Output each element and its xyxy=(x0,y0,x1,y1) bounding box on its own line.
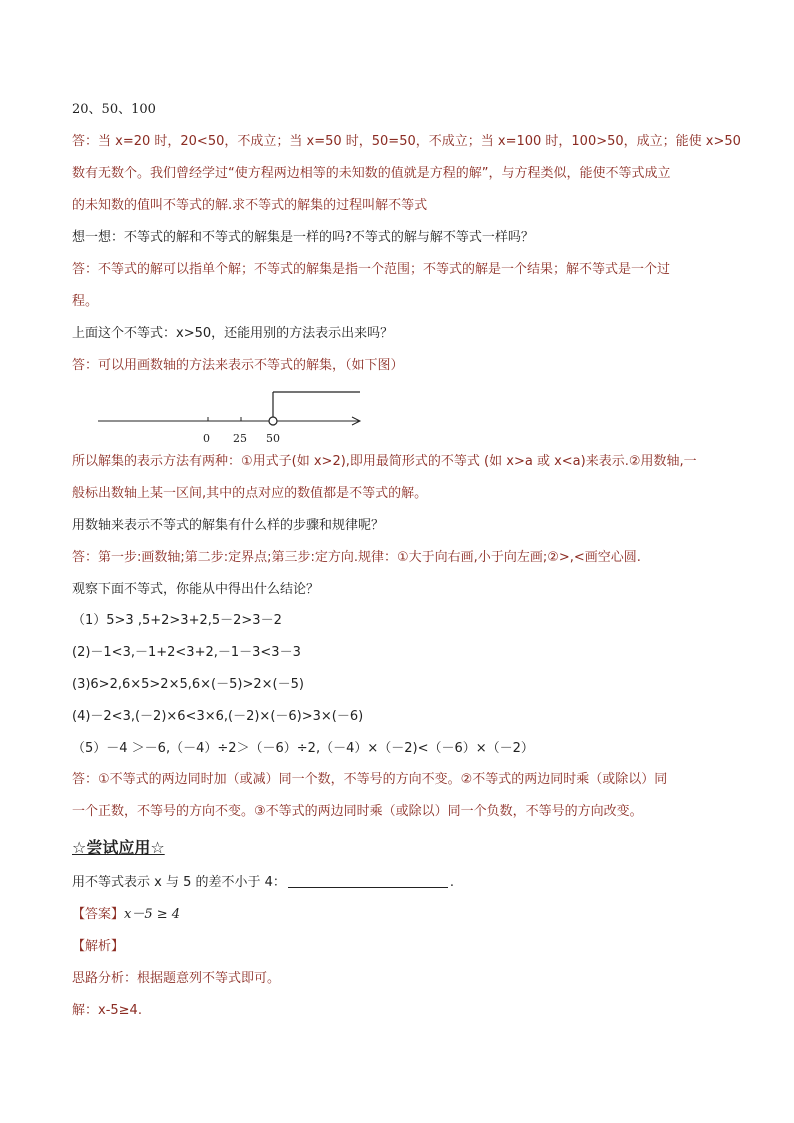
text-line-answer-5: 程。 xyxy=(72,294,99,309)
text-line-answer-4: 答：不等式的解可以指单个解；不等式的解集是指一个范围；不等式的解是一个结果；解不等式是一个过 xyxy=(72,262,671,277)
text-line-think: 想一想：不等式的解和不等式的解集是一样的吗?不等式的解与解不等式一样吗？ xyxy=(72,230,534,245)
text-line-values: 20、50、100 xyxy=(72,102,156,117)
open-circle-boundary xyxy=(269,417,277,425)
exercise-question xyxy=(72,873,454,893)
example-3: (3)6>2,6×5>2×5,6×(－5)>2×(－5) xyxy=(72,677,304,692)
text-line-answer-3: 的未知数的值叫不等式的解.求不等式的解集的过程叫解不等式 xyxy=(72,198,428,213)
text-line-observe: 观察下面不等式，你能从中得出什么结论？ xyxy=(72,582,320,597)
text-line-answer-2: 数有无数个。我们曾经学过“使方程两边相等的未知数的值就是方程的解”，与方程类似，能使不等式成立 xyxy=(72,166,671,181)
answer-blank xyxy=(288,873,448,888)
analysis-label: 【解析】 xyxy=(72,939,125,954)
example-1: （1）5>3 ,5+2>3+2,5－2>3－2 xyxy=(72,613,282,628)
answer-label: 【答案】 xyxy=(72,907,125,922)
example-4: (4)－2<3,(－2)×6<3×6,(－2)×(－6)>3×(－6) xyxy=(72,709,364,724)
text-line-answer-6: 答：可以用画数轴的方法来表示不等式的解集，（如下图） xyxy=(72,358,404,373)
example-5: （5）－4 ＞－6,（－4）÷2＞（－6）÷2,（－4）×（－2)<（－6）×（－2） xyxy=(72,741,534,756)
question-text: 用不等式表示 x 与 5 的差不小于 4： xyxy=(72,875,286,890)
text-line-conclusion-1: 答：①不等式的两边同时加（或减）同一个数，不等号的方向不变。②不等式的两边同时乘（或除以）同 xyxy=(72,772,668,787)
section-heading: ☆尝试应用☆ xyxy=(72,838,165,857)
example-2: (2)－1<3,－1+2<3+2,－1－3<3－3 xyxy=(72,645,301,660)
text-line-question: 上面这个不等式：x>50，还能用别的方法表示出来吗？ xyxy=(72,326,394,341)
number-line-figure xyxy=(90,384,380,448)
text-line-answer-1: 答：当 x=20 时，20<50，不成立；当 x=50 时，50=50，不成立；当 x=100 时，100>50，成立；能使 x>50 xyxy=(72,134,741,149)
text-line-conclusion-2: 一个正数，不等号的方向不变。③不等式的两边同时乘（或除以）同一个负数，不等号的方向改变。 xyxy=(72,804,643,819)
analysis-thinking: 思路分析：根据题意列不等式即可。 xyxy=(72,971,281,986)
text-line-answer-8: 般标出数轴上某一区间,其中的点对应的数值都是不等式的解。 xyxy=(72,486,428,501)
analysis-solution: 解：x-5≥4. xyxy=(72,1003,142,1018)
answer-value: x－5 ≥ 4 xyxy=(124,907,181,922)
text-line-question-2: 用数轴来表示不等式的解集有什么样的步骤和规律呢？ xyxy=(72,518,385,533)
question-end: . xyxy=(449,875,455,890)
text-line-answer-7: 所以解集的表示方法有两种：①用式子(如 x>2),即用最简形式的不等式 (如 x>a 或 x<a)来表示.②用数轴,一 xyxy=(72,454,697,469)
text-line-answer-9: 答：第一步:画数轴;第二步:定界点;第三步:定方向.规律：①大于向右画,小于向左画;②>,<画空心圆. xyxy=(72,550,641,565)
tick-label-50: 50 xyxy=(266,432,280,445)
tick-label-0: 0 xyxy=(203,432,210,445)
answer-line xyxy=(72,905,180,925)
tick-label-25: 25 xyxy=(233,432,247,445)
